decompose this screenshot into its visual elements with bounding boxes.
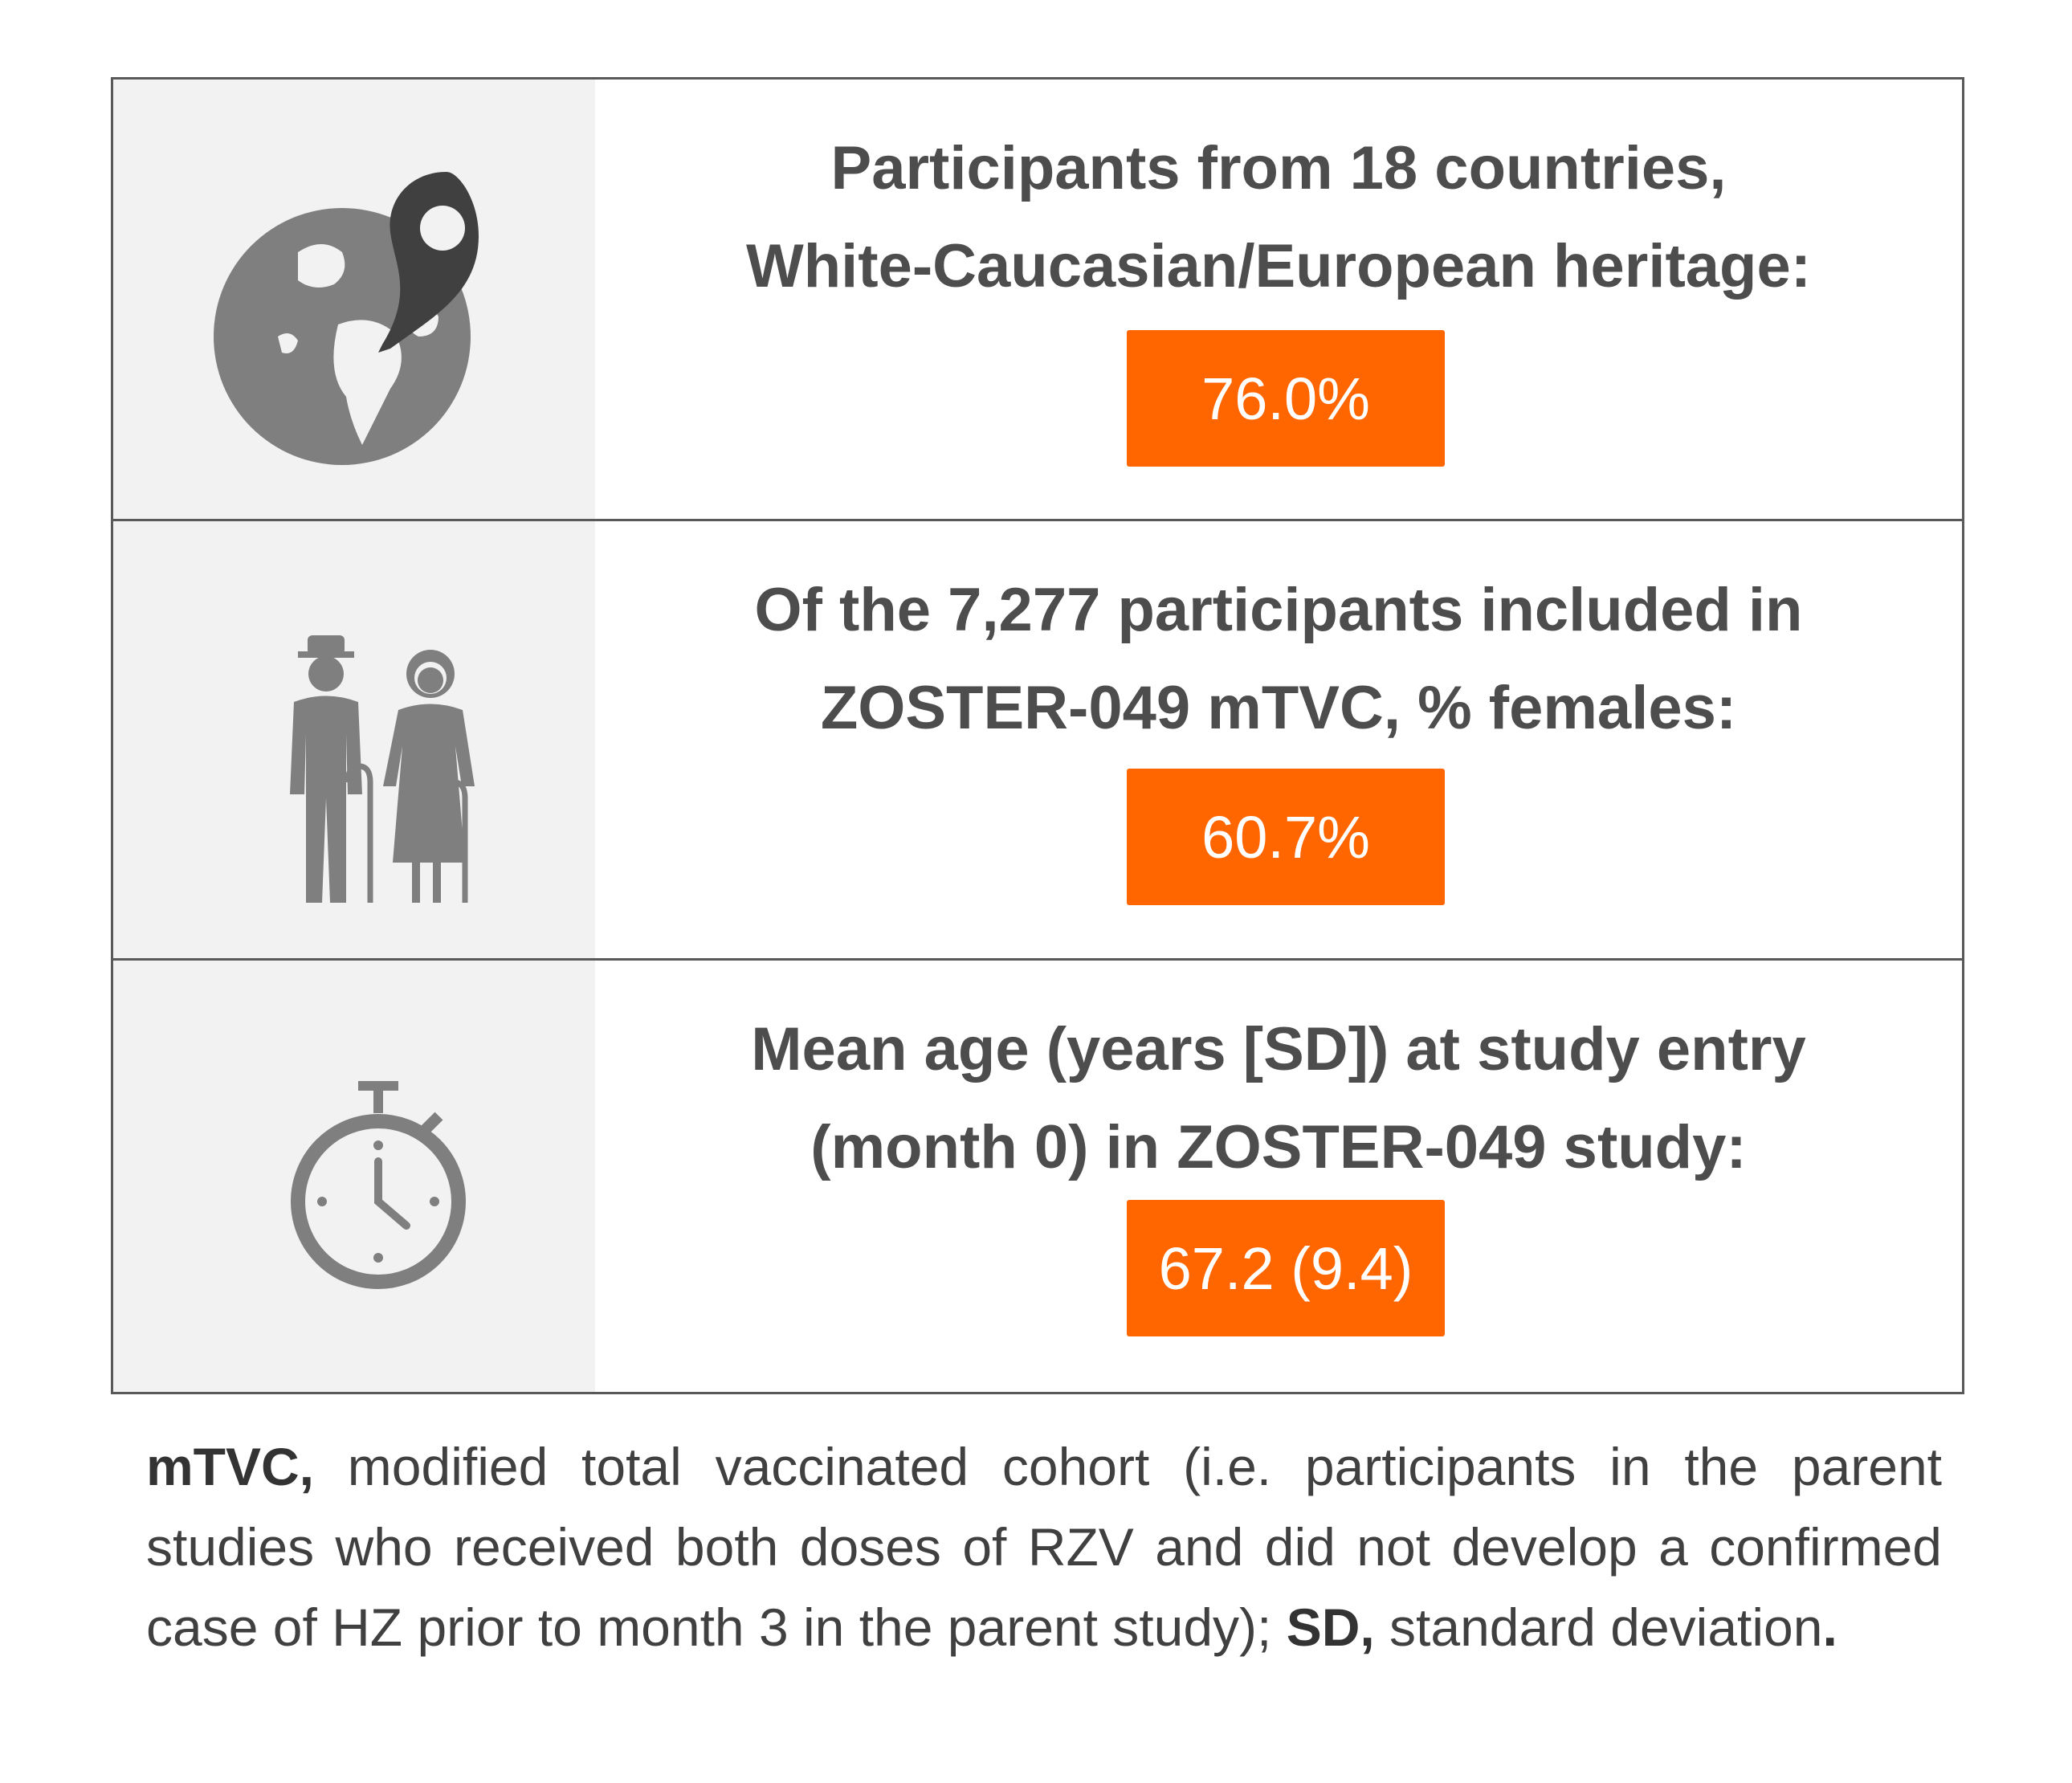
heading-line: Participants from 18 countries, (830, 134, 1727, 202)
row-countries (113, 80, 1962, 519)
elderly-couple-icon (282, 634, 499, 907)
row-females (113, 519, 1962, 958)
value-badge: 76.0% (1127, 330, 1445, 467)
text-cell (595, 961, 1962, 1392)
text-cell (595, 80, 1962, 519)
summary-panel (111, 77, 1964, 1394)
footnote-end: . (1822, 1597, 1837, 1657)
row-heading (595, 120, 1962, 316)
text-cell (595, 521, 1962, 958)
heading-line: ZOSTER-049 mTVC, % females: (820, 674, 1737, 742)
footnote-term: SD, (1286, 1597, 1375, 1657)
icon-cell (113, 521, 595, 958)
icon-cell (113, 961, 595, 1392)
footnote-definition: modified total vaccinated cohort (i.e. participants in the parent studies who received both doses of RZV and did not develop a confirmed case of HZ prior to month 3 in the parent study); (146, 1437, 1942, 1657)
icon-cell (113, 80, 595, 519)
heading-line: Of the 7,277 participants included in (754, 576, 1803, 644)
value-badge: 67.2 (9.4) (1127, 1200, 1445, 1336)
row-heading (595, 1001, 1962, 1197)
heading-line: White-Caucasian/European heritage: (745, 232, 1812, 300)
stopwatch-icon (282, 1081, 475, 1290)
heading-line: (month 0) in ZOSTER-049 study: (810, 1113, 1747, 1181)
footnote (146, 1426, 1942, 1667)
globe-pin-icon (202, 164, 507, 469)
footnote-definition: standard deviation (1374, 1597, 1823, 1657)
value-badge: 60.7% (1127, 769, 1445, 905)
row-mean-age (113, 958, 1962, 1392)
footnote-term: mTVC, (146, 1437, 315, 1496)
row-heading (595, 561, 1962, 757)
heading-line: Mean age (years [SD]) at study entry (751, 1015, 1806, 1083)
